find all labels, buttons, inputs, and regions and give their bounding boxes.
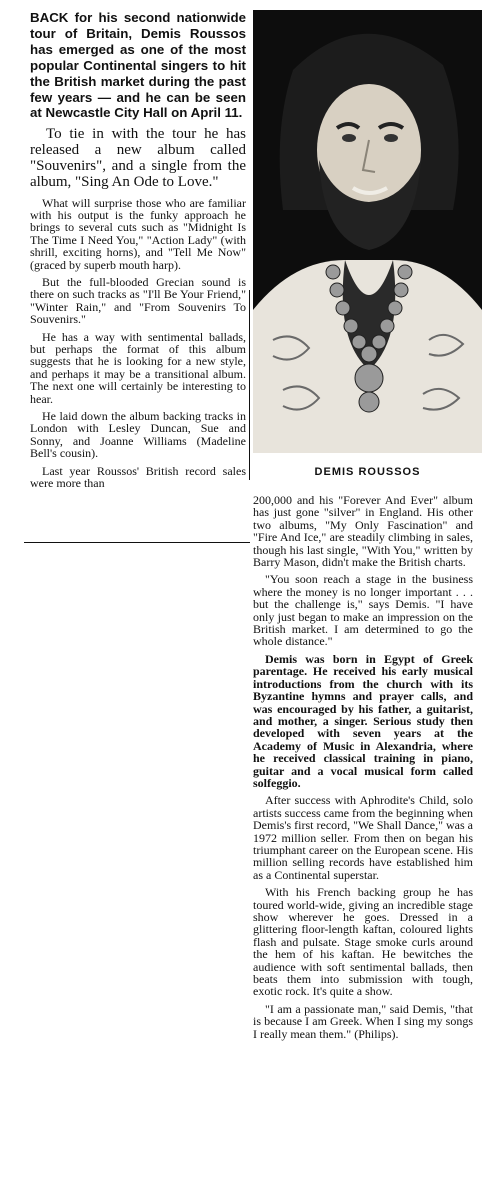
body-paragraph: But the full-blooded Grecian sound is there on such tracks as "I'll Be Your Friend," "Winter Rain," and "From Souvenirs To Souvenirs." bbox=[30, 274, 246, 327]
body-paragraph: What will surprise those who are familiar with his output is the funky approach he brings to several cuts such as "Midnight Is The Time I Need You," "Action Lady" (with shrill, exciting horns), and "Tell Me Now" (graced by superb mouth harp). bbox=[30, 195, 246, 272]
column-rule bbox=[249, 290, 250, 480]
intro-paragraph: BACK for his second nationwide tour of Britain, Demis Roussos has emerged as one of the most popular Continental singers to hit the British market during the past few years — and he can be seen at Newcastle City Hall on April 11. bbox=[30, 10, 246, 121]
column-rule bbox=[24, 542, 250, 543]
body-paragraph: 200,000 and his "Forever And Ever" album has just gone "silver" in England. His other two albums, "My Only Fascination" and "Fire And Ice," are steadily climbing in sales, though his last single, "With You," written by Barry Mason, didn't make the British charts. bbox=[253, 493, 473, 570]
lead-paragraph: To tie in with the tour he has released a new album called "Souvenirs", and a single from the album, "Sing An Ode to Love." bbox=[30, 126, 246, 190]
body-paragraph: "I am a passionate man," said Demis, "that is because I am Greek. When I sing my songs I really mean them." (Philips). bbox=[253, 1001, 473, 1041]
body-paragraph: After success with Aphrodite's Child, solo artists success came from the beginning when Demis's first record, "We Shall Dance," was a 1972 million seller. From then on began his triumphant career on the European scene. His million selling records have established him as a Continental superstar. bbox=[253, 793, 473, 882]
body-paragraph: He has a way with sentimental ballads, but perhaps the format of this album suggests that he is looking for a new style, and perhaps it may be a transitional album. The next one will certainly be interesting to hear. bbox=[30, 329, 246, 406]
body-paragraph: He laid down the album backing tracks in London with Lesley Duncan, Sue and Sonny, and Joanne Williams (Madeline Bell's cousin). bbox=[30, 409, 246, 461]
body-paragraph: With his French backing group he has toured world-wide, giving an incredible stage show wherever he goes. Dressed in a glittering floor-length kaftan, coloured lights flash and pulsate. Stage smoke curls around the hem of his kaftan. He bewitches the audience with soft sentimental ballads, then beats them into submission with tough, exotic rock. It's quite a show. bbox=[253, 885, 473, 999]
right-column bbox=[253, 494, 473, 1045]
portrait-photo bbox=[253, 10, 482, 453]
photo-caption: DEMIS ROUSSOS bbox=[314, 466, 421, 478]
body-paragraph-bold: Demis was born in Egypt of Greek parentage. He received his early musical introductions from the church with its Byzantine hymns and prayer calls, and was encouraged by his father, a guitarist, and mother, a singer. Serious study then developed with seven years at the Academy of Music in Alexandria, where he received classical training in piano, guitar and a vocal musical form called solfeggio. bbox=[253, 651, 473, 790]
portrait-illustration bbox=[253, 10, 482, 453]
body-paragraph: Last year Roussos' British record sales were more than bbox=[30, 463, 246, 491]
body-paragraph: "You soon reach a stage in the business where the money is no longer important . . . but the challenge is," says Demis. "I have only just began to make an impression on the British market. I am determined to go the whole distance." bbox=[253, 572, 473, 649]
left-column bbox=[30, 10, 246, 494]
